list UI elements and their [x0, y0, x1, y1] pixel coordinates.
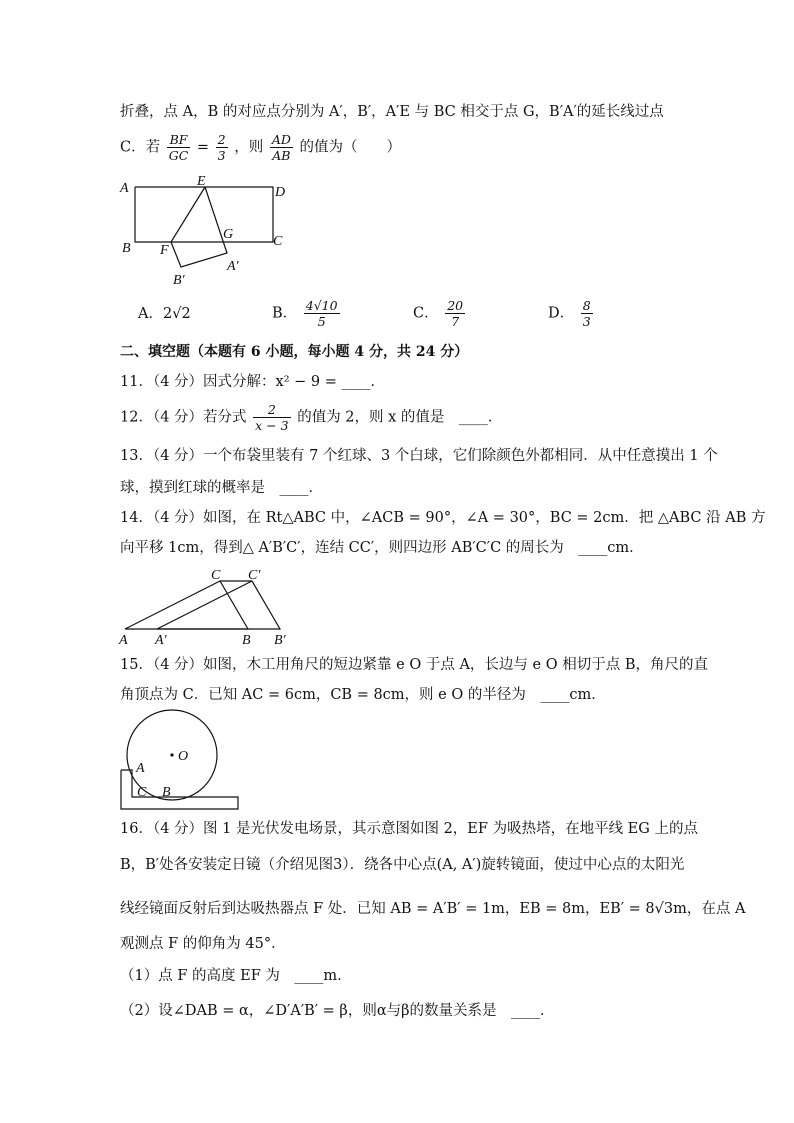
q13-line1: 13．（4 分）一个布袋里装有 7 个红球、3 个白球，它们除颜色外都相同．从中任意摸出 1 个: [120, 448, 718, 464]
q12-fraction: $\frac{2}{x - 3}$: [255, 402, 289, 433]
q12: 12．（4 分）若分式 $\frac{2}{x - 3}$ 的值为 2，则 x 的值是 ____．: [120, 402, 503, 433]
q16-sub2: （2）设∠DAB = α，∠D′A′B′ = β，则α与β的数量关系是 ____．: [120, 1003, 555, 1019]
ratio-value: $\frac{2}{3}$: [217, 132, 226, 163]
q11: 11．（4 分）因式分解：x² − 9 = ____．: [120, 374, 385, 390]
q10-line2-post: 的值为（ ）: [299, 139, 401, 156]
q15-circle-square-figure: [115, 708, 245, 814]
fig14-label-b: B: [242, 633, 251, 648]
fig10-label-bp: B′: [173, 273, 185, 288]
fig14-label-cp: C′: [248, 568, 261, 583]
fig10-label-ap: A′: [227, 259, 239, 274]
fig10-label-a: A: [120, 181, 129, 196]
q10-line2-mid: ，则: [234, 139, 264, 156]
q14-line2: 向平移 1cm，得到△ A′B′C′，连结 CC′，则四边形 AB′C′C 的周长为 ____cm．: [120, 540, 644, 556]
q15-line2: 角顶点为 C．已知 AC = 6cm，CB = 8cm，则 e O 的半径为 ____cm．: [120, 687, 606, 703]
fig10-label-g: G: [223, 227, 234, 242]
q16-line3: 线经镜面反射后到达吸热器点 F 处．已知 AB = A′B′ = 1m，EB = 8m，EB′ = 8√3m，在点 A: [120, 901, 746, 917]
fig14-label-ap: A′: [155, 633, 167, 648]
q16-line2: B，B′处各安装定日镜（介绍见图3）．绕各中心点(A, A′)旋转镜面，使过中心点的太阳光: [120, 857, 685, 873]
fig10-label-c: C: [273, 234, 283, 249]
q16-line1: 16．（4 分）图 1 是光伏发电场景，其示意图如图 2，EF 为吸热塔，在地平线 EG 上的点: [120, 821, 698, 837]
q10-option-c: C． $\frac{20}{7}$: [413, 298, 464, 329]
fig14-label-c: C: [211, 568, 221, 583]
fig10-label-f: F: [160, 243, 169, 258]
q15-line1: 15．（4 分）如图，木工用角尺的短边紧靠 e O 于点 A，长边与 e O 相切于点 B，角尺的直: [120, 657, 708, 673]
fig14-label-a: A: [119, 633, 128, 648]
ratio-ad-ab: $\frac{AD}{AB}$: [271, 132, 291, 163]
q16-line4: 观测点 F 的仰角为 45°．: [120, 936, 286, 952]
ratio-eq: =: [196, 139, 210, 156]
q10-option-d: D． $\frac{8}{3}$: [548, 298, 591, 329]
q16-sub1: （1）点 F 的高度 EF 为 ____m．: [120, 968, 352, 984]
fig10-label-d: D: [275, 185, 286, 200]
ratio-bf-gc: $\frac{BF}{GC}$: [168, 132, 189, 163]
fig15-label-a: A: [136, 761, 145, 776]
q10-folding-figure: [115, 170, 300, 290]
fig15-label-b: B: [162, 785, 171, 800]
q10-option-a: A．2√2: [138, 306, 191, 322]
fig10-label-b: B: [122, 241, 131, 256]
fig14-label-bp: B′: [274, 633, 286, 648]
q10-line2: [120, 132, 401, 163]
q10-line1: 折叠，点 A，B 的对应点分别为 A′，B′，A′E 与 BC 相交于点 G，B′A′的延长线过点: [120, 104, 664, 120]
q10-option-b: B． $\frac{4√10}{5}$: [272, 298, 338, 329]
fig10-label-e: E: [197, 174, 206, 189]
fig15-label-o: O: [178, 749, 189, 764]
q10-line2-pre: C．若: [120, 139, 161, 156]
fig15-label-c: C: [137, 785, 147, 800]
q14-line1: 14．（4 分）如图，在 Rt△ABC 中，∠ACB = 90°，∠A = 30°，BC = 2cm．把 △ABC 沿 AB 方: [120, 510, 766, 526]
section-fill-in-blanks-heading: 二、填空题（本题有 6 小题，每小题 4 分，共 24 分）: [120, 344, 469, 360]
q14-translation-figure: [115, 564, 300, 648]
q13-line2: 球，摸到红球的概率是 ____．: [120, 480, 323, 496]
